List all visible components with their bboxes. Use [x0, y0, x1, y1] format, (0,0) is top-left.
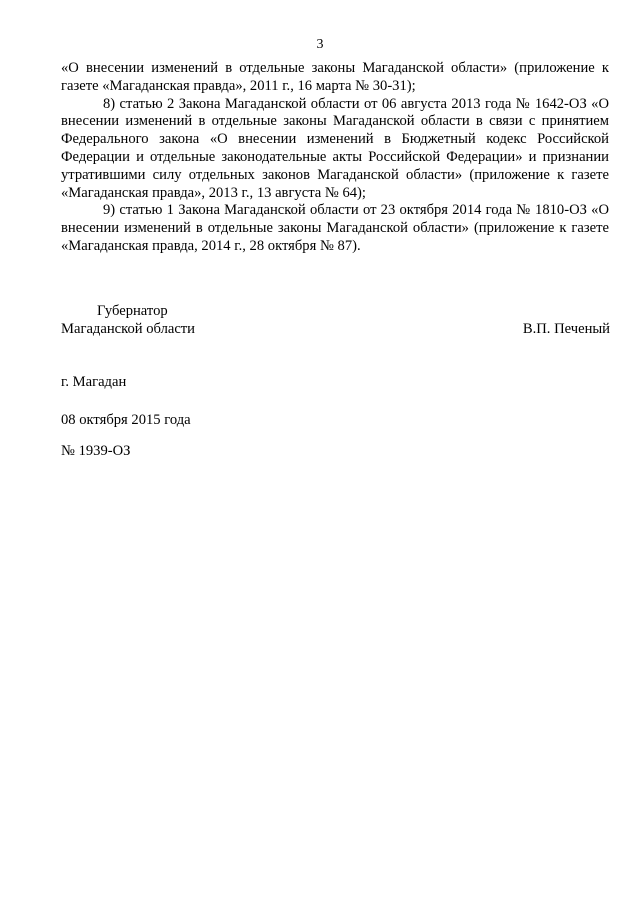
page-number: 3: [316, 37, 324, 52]
signing-date: 08 октября 2015 года: [61, 412, 191, 428]
document-body: [61, 60, 609, 256]
signature-row: [61, 320, 610, 338]
law-number: № 1939-ОЗ: [61, 443, 131, 459]
signing-city: г. Магадан: [61, 374, 127, 390]
paragraph-continuation: «О внесении изменений в отдельные законы Магаданской области» (приложение к газете «Магаданская правда», 2011 г., 16 марта № 30-31);: [61, 60, 609, 94]
signature-block: [61, 302, 610, 338]
signatory-name: В.П. Печеный: [522, 321, 610, 337]
signatory-title-line2: Магаданской области: [61, 321, 195, 337]
paragraph-item-8: 8) статью 2 Закона Магаданской области от 06 августа 2013 года № 1642-ОЗ «О внесении изменений в отдельные законы Магаданской области в связи с принятием Федерального закона «О внесении изменений в Бюджетный кодекс Российской Федерации и отдельные законодательные акты Российской Федерации» и признании утратившими силу отдельных законов Магаданской области» (приложение к газете «Магаданская правда», 2013 г., 13 августа № 64);: [61, 95, 609, 201]
signatory-title-line1: Губернатор: [97, 303, 168, 319]
paragraph-item-9: 9) статью 1 Закона Магаданской области от 23 октября 2014 года № 1810-ОЗ «О внесении изменений в отдельные законы Магаданской области» (приложение к газете «Магаданская правда, 2014 г., 28 октября № 87).: [61, 202, 609, 254]
